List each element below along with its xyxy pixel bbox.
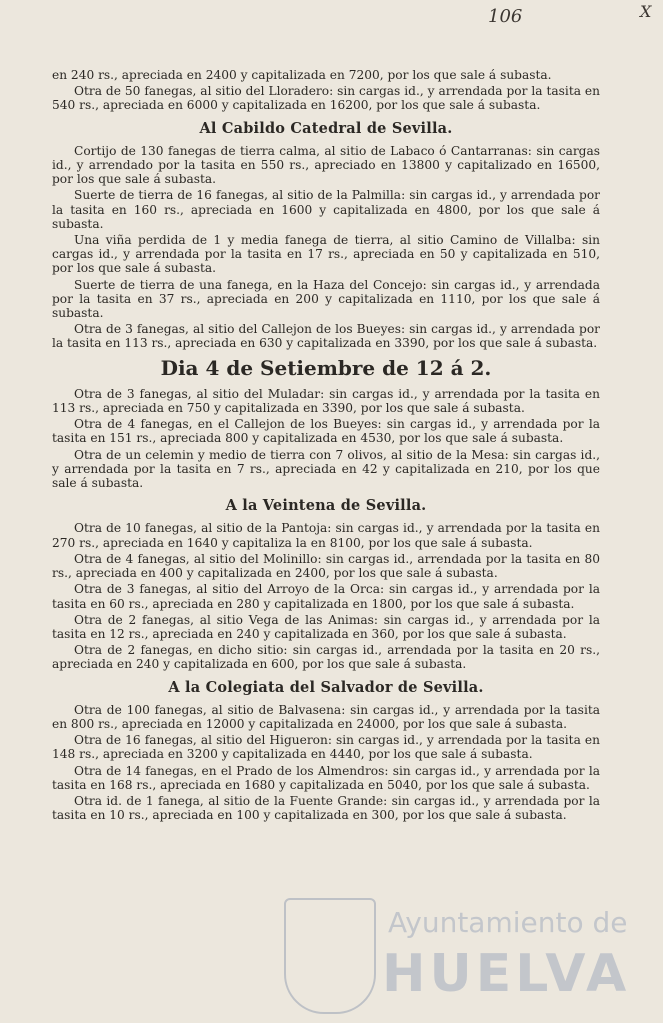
paragraph: Suerte de tierra de una fanega, en la Haza del Concejo: sin cargas id., y arrendada por la tasita en 37 rs., apreciada en 200 y capitalizada en 1110, por los que sale á subasta. <box>52 277 600 321</box>
paragraph: Otra de 3 fanegas, al sitio del Muladar: sin cargas id., y arrendada por la tasita en 113 rs., apreciada en 750 y capitalizada en 3390, por los que sale á subasta. <box>52 386 600 416</box>
section-heading: Al Cabildo Catedral de Sevilla. <box>199 119 453 137</box>
document-body <box>52 68 600 824</box>
paragraph: Otra de un celemin y medio de tierra con 7 olivos, al sitio de la Mesa: sin cargas id., y arrendada por la tasita en 7 rs., apreciada en 42 y capitalizada en 210, por los que sale á subasta. <box>52 447 600 491</box>
handwritten-page-number: 106 <box>488 6 523 27</box>
watermark-line-2: HUELVA <box>382 944 631 1004</box>
paragraph: Otra de 100 fanegas, al sitio de Balvasena: sin cargas id., y arrendada por la tasita en 800 rs., apreciada en 12000 y capitalizada en 24000, por los que sale á subasta. <box>52 702 600 731</box>
paragraph: Otra de 4 fanegas, en el Callejon de los Bueyes: sin cargas id., y arrendada por la tasita en 151 rs., apreciada 800 y capitalizada en 4530, por los que sale á subasta. <box>52 417 600 446</box>
archive-watermark <box>284 896 662 1016</box>
paragraph: Otra de 14 fanegas, en el Prado de los Almendros: sin cargas id., y arrendada por la tasita en 168 rs., apreciada en 1680 y capitalizada en 5040, por los que sale á subasta. <box>52 763 600 792</box>
coat-of-arms-icon <box>284 898 376 1014</box>
paragraph: Otra de 16 fanegas, al sitio del Higueron: sin cargas id., y arrendada por la tasita en 148 rs., apreciada en 3200 y capitalizada en 4440, por los que sale á subasta. <box>52 733 600 762</box>
watermark-line-1: Ayuntamiento de <box>388 906 628 939</box>
paragraph: Otra de 2 fanegas, al sitio Vega de las Animas: sin cargas id., y arrendada por la tasita en 12 rs., apreciada en 240 y capitalizada en 360, por los que sale á subasta. <box>52 612 600 641</box>
paragraph: Otra de 2 fanegas, en dicho sitio: sin cargas id., arrendada por la tasita en 20 rs., apreciada en 240 y capitalizada en 600, por los que sale á subasta. <box>52 643 600 672</box>
paragraph: Una viña perdida de 1 y media fanega de tierra, al sitio Camino de Villalba: sin cargas id., y arrendada por la tasita en 17 rs., apreciada en 50 y capitalizada en 510, por los que sale á subasta. <box>52 233 600 276</box>
paragraph: Suerte de tierra de 16 fanegas, al sitio de la Palmilla: sin cargas id., y arrendada por la tasita en 160 rs., apreciada en 1600 y capitalizada en 4800, por los que sale á subasta. <box>52 188 600 231</box>
paragraph: Otra de 10 fanegas, al sitio de la Pantoja: sin cargas id., y arrendada por la tasita en 270 rs., apreciada en 1640 y capitaliza la en 8100, por los que sale á subasta. <box>52 521 600 550</box>
paragraph: Otra de 50 fanegas, al sitio del Lloradero: sin cargas id., y arrendada por la tasita en 540 rs., apreciada en 6000 y capitalizada en 16200, por los que sale á subasta. <box>52 84 600 113</box>
handwritten-corner-mark: X <box>640 2 652 21</box>
section-heading: A la Veintena de Sevilla. <box>225 497 427 515</box>
section-heading: A la Colegiata del Salvador de Sevilla. <box>168 678 484 696</box>
paragraph: Otra de 3 fanegas, al sitio del Callejon de los Bueyes: sin cargas id., y arrendada por la tasita en 113 rs., apreciada en 630 y capitalizada en 3390, por los que sale á subasta. <box>52 322 600 351</box>
paragraph: Cortijo de 130 fanegas de tierra calma, al sitio de Labaco ó Cantarranas: sin cargas id., y arrendado por la tasita en 550 rs., apreciado en 13800 y capitalizado en 16500, por los que sale á subasta. <box>52 143 600 187</box>
paragraph: en 240 rs., apreciada en 2400 y capitalizada en 7200, por los que sale á subasta. <box>52 68 552 82</box>
paragraph: Otra id. de 1 fanega, al sitio de la Fuente Grande: sin cargas id., y arrendada por la tasita en 10 rs., apreciada en 100 y capitalizada en 300, por los que sale á subasta. <box>52 793 600 823</box>
paragraph: Otra de 4 fanegas, al sitio del Molinillo: sin cargas id., arrendada por la tasita en 80 rs., apreciada en 400 y capitalizada en 2400, por los que sale á subasta. <box>52 551 600 581</box>
date-heading: Dia 4 de Setiembre de 12 á 2. <box>160 355 492 380</box>
paragraph: Otra de 3 fanegas, al sitio del Arroyo de la Orca: sin cargas id., y arrendada por la tasita en 60 rs., apreciada en 280 y capitalizada en 1800, por los que sale á subasta. <box>52 582 600 611</box>
